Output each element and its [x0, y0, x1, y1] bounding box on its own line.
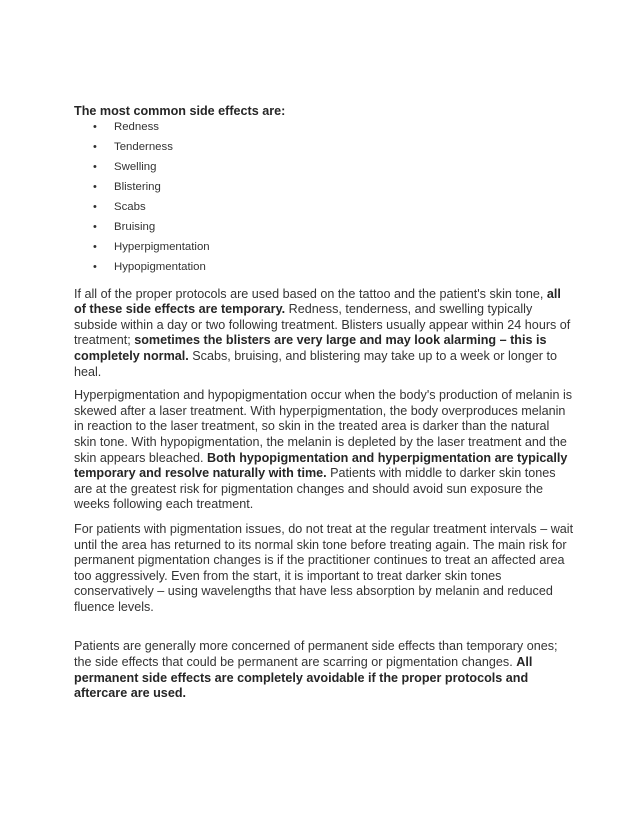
text-run: Scabs, bruising, and blistering may take up to a week or longer to heal. — [74, 348, 558, 379]
list-item: • Redness — [74, 120, 574, 140]
text-run: Redness, tenderness, and swelling typically subside within a day or two following treatment. Blisters usually appear within 24 hours of treatment; — [74, 302, 571, 348]
text-run: Hyperpigmentation and hypopigmentation occur when the body's production of melanin is skewed after a laser treatment. With hyperpigmentation, the body overproduces melanin in reaction to the laser treatment, so skin in the treated area is darker than the natural skin tone. With hypopigmentation, the melanin is depleted by the laser treatment and the skin appears bleached. — [74, 388, 573, 465]
paragraph-pigmentation-issues — [74, 522, 574, 616]
text-run: For patients with pigmentation issues, do not treat at the regular treatment intervals – wait until the area has returned to its normal skin tone before treating again. The main risk for permanent pigmentation changes is if the practitioner continues to treat an affected area too aggressively. Even from the start, it is important to treat darker skin tones conservatively – using wavelengths that have less absorption by melanin and reduced fluence levels. — [74, 521, 574, 614]
list-item: • Blistering — [74, 180, 574, 200]
bold-run: sometimes the blisters are very large and may look alarming – this is completely normal. — [74, 333, 547, 363]
bold-run: all of these side effects are temporary. — [74, 286, 561, 317]
document-body — [74, 104, 574, 702]
bold-run: All permanent side effects are completely avoidable if the proper protocols and aftercare are used. — [74, 655, 533, 701]
list-item: • Swelling — [74, 160, 574, 180]
paragraph-permanent-effects — [74, 639, 574, 701]
text-run: If all of the proper protocols are used based on the tattoo and the patient's skin tone, — [74, 286, 547, 301]
text-run: Patients are generally more concerned of permanent side effects than temporary ones; the side effects that could be permanent are scarring or pigmentation changes. — [74, 639, 558, 670]
side-effects-list — [74, 120, 574, 280]
paragraph-temporary-effects — [74, 287, 574, 381]
bold-run: Both hypopigmentation and hyperpigmentation are typically temporary and resolve naturally with time. — [74, 450, 568, 481]
list-item: • Scabs — [74, 200, 574, 220]
list-item: • Hyperpigmentation — [74, 240, 574, 260]
section-heading: The most common side effects are: — [74, 104, 286, 118]
paragraph-pigmentation — [74, 388, 574, 513]
list-item: • Bruising — [74, 220, 574, 240]
list-item: • Hypopigmentation — [74, 260, 574, 280]
text-run: Patients with middle to darker skin tones are at the greatest risk for pigmentation changes and should avoid sun exposure the weeks following each treatment. — [74, 466, 556, 512]
list-item: • Tenderness — [74, 140, 574, 160]
